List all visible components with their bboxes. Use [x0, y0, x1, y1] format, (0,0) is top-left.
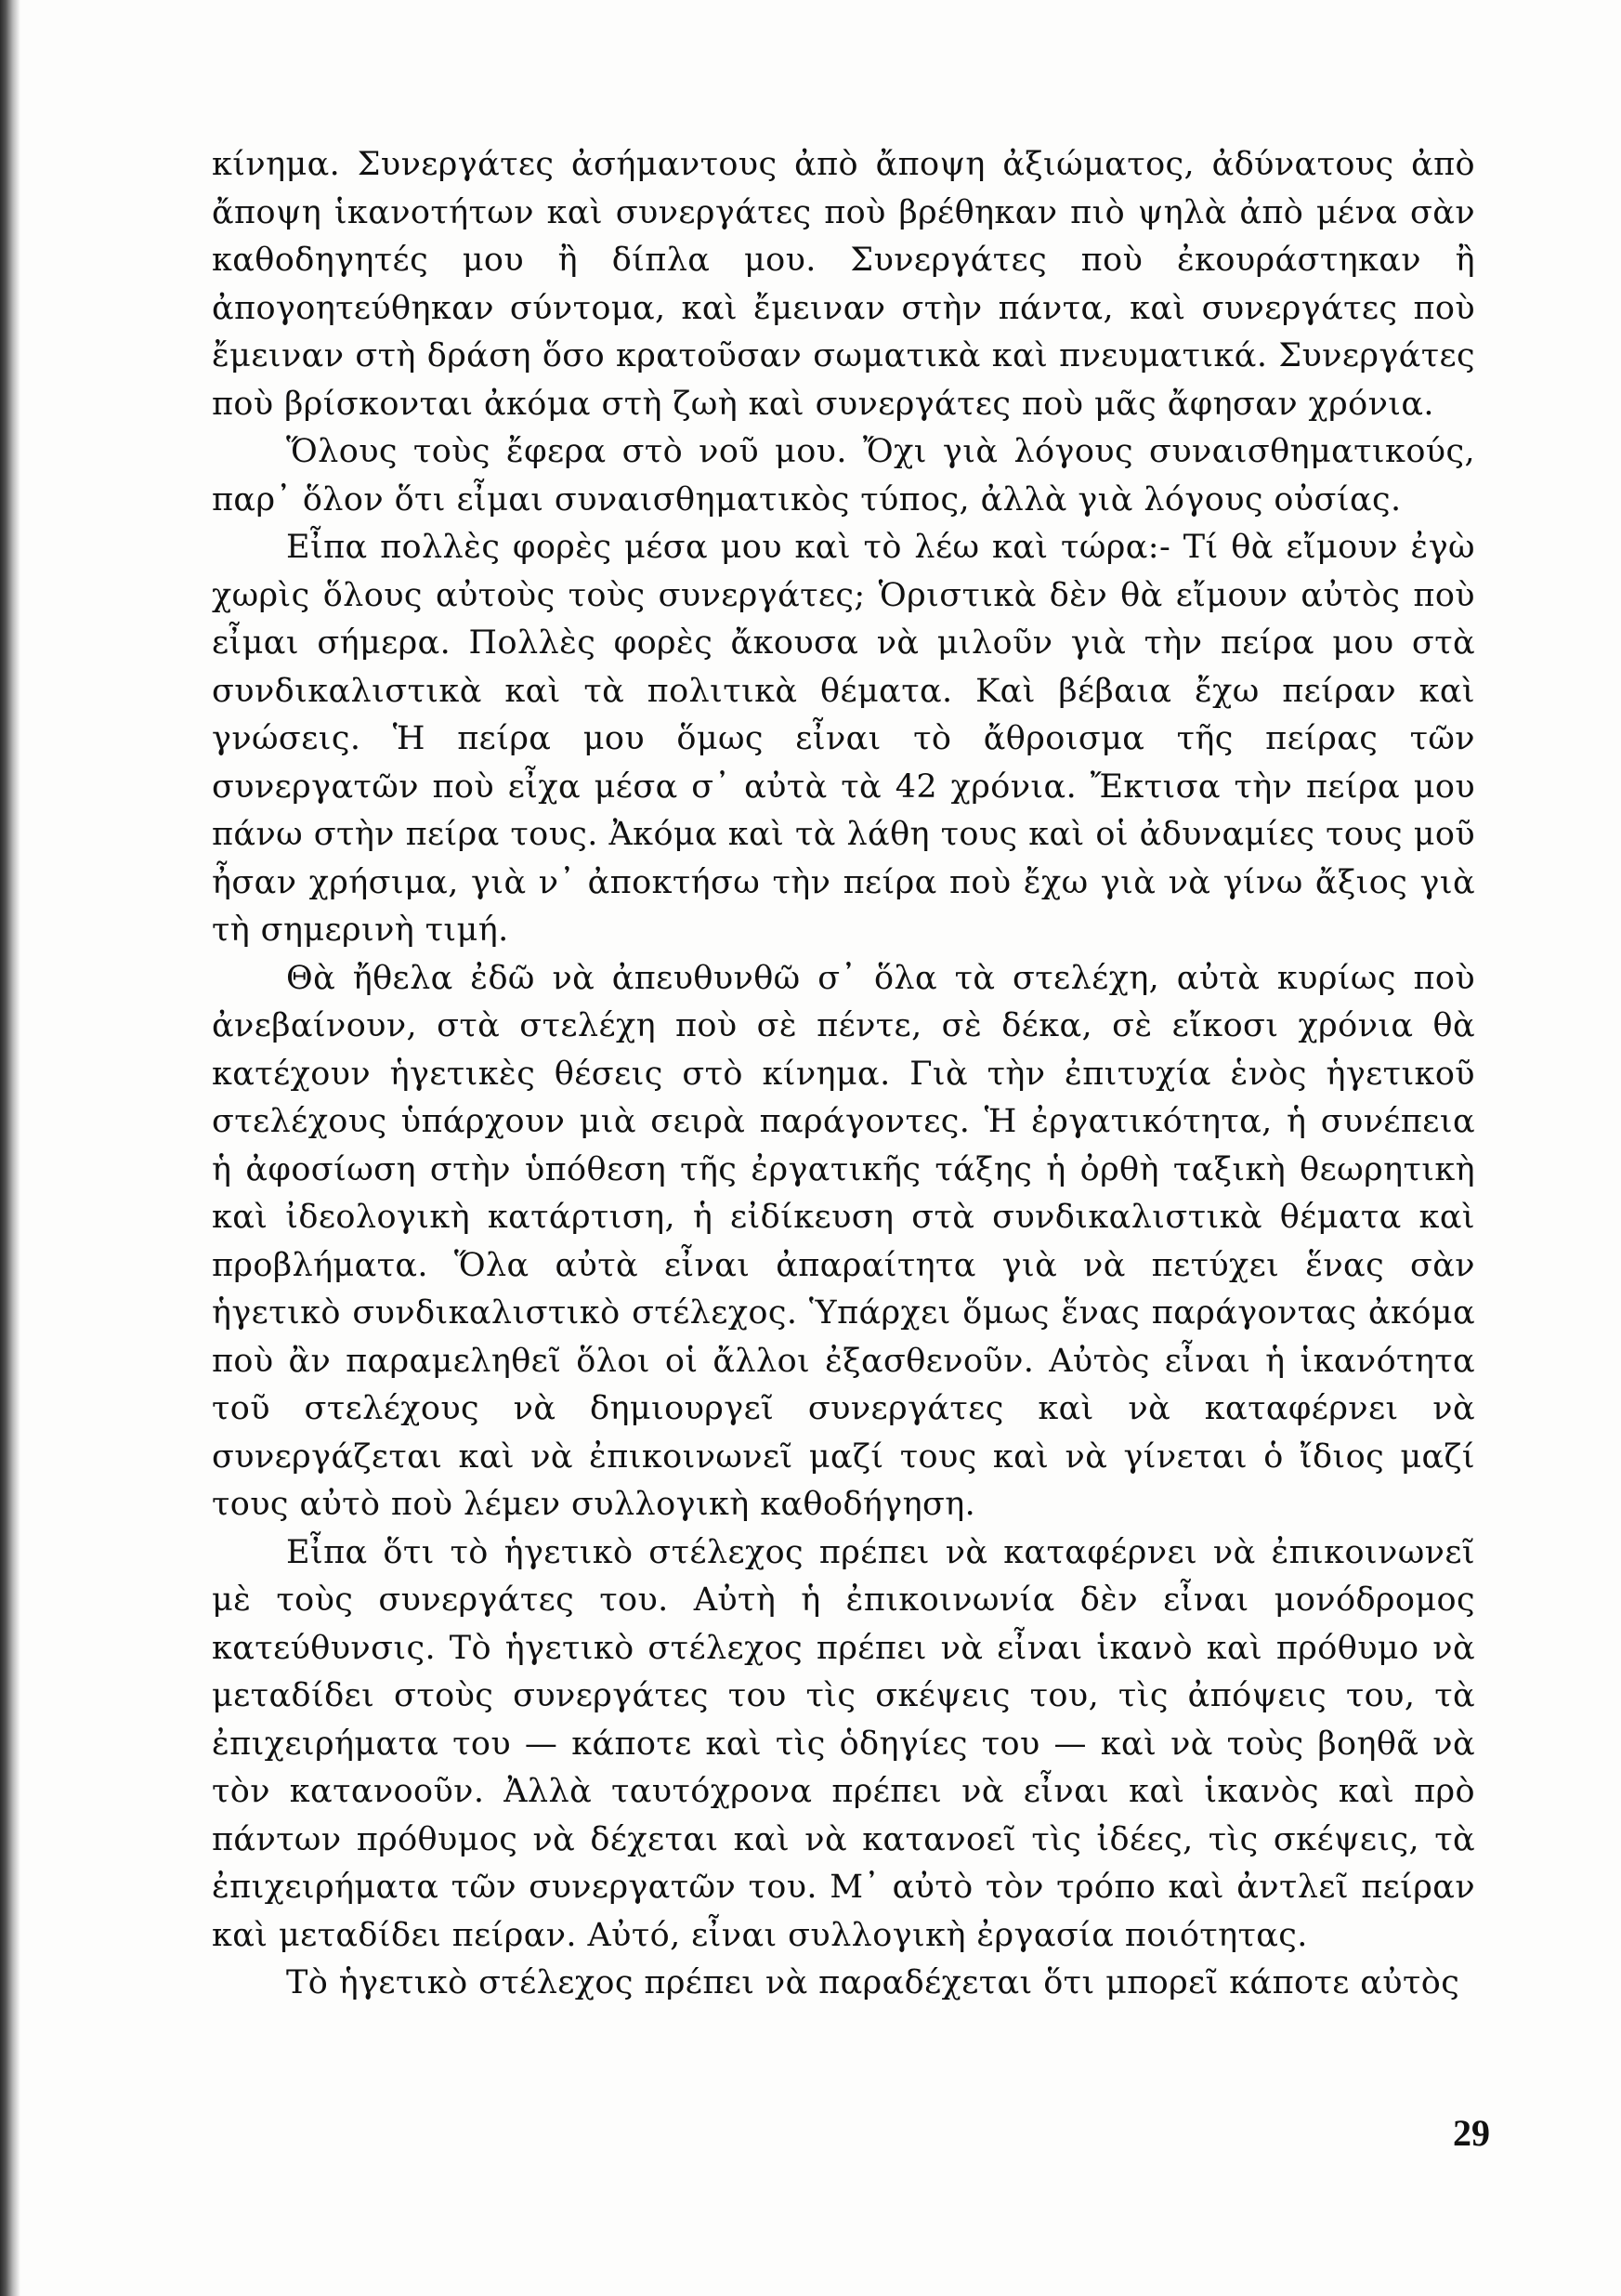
binding-edge-shadow: [0, 0, 20, 2296]
paragraph-6: Τὸ ἡγετικὸ στέλεχος πρέπει νὰ παραδέχεται ὅτι μπορεῖ κάποτε αὐτὸς: [286, 1964, 1460, 2001]
paragraph-1: κίνημα. Συνεργάτες ἀσήμαντους ἀπὸ ἄποψη ἀξιώματος, ἀδύνατους ἀπὸ ἄποψη ἱκανοτήτων καὶ συνεργάτες ποὺ βρέθηκαν πιὸ ψηλὰ ἀπὸ μένα σὰν καθοδηγητές μου ἢ δίπλα μου. Συνεργάτες ποὺ ἐκουράστηκαν ἢ ἀπογοητεύθηκαν σύντομα, καὶ ἔμειναν στὴν πάντα, καὶ συνεργάτες ποὺ ἔμειναν στὴ δράση ὅσο κρατοῦσαν σωματικὰ καὶ πνευματικά. Συνεργάτες ποὺ βρίσκονται ἀκόμα στὴ ζωὴ καὶ συνεργάτες ποὺ μᾶς ἄφησαν χρόνια.: [212, 146, 1475, 423]
page-number: 29: [1453, 2112, 1490, 2154]
paragraph-5: Εἶπα ὅτι τὸ ἡγετικὸ στέλεχος πρέπει νὰ καταφέρνει νὰ ἐπικοινωνεῖ μὲ τοὺς συνεργάτες του. Αὐτὴ ἡ ἐπικοινωνία δὲν εἶναι μονόδρομος κατεύθυνσις. Τὸ ἡγετικὸ στέλεχος πρέπει νὰ εἶναι ἱκανὸ καὶ πρόθυμο νὰ μεταδίδει στοὺς συνεργάτες του τὶς σκέψεις του, τὶς ἀπόψεις του, τὰ ἐπιχειρήματα του — κάποτε καὶ τὶς ὁδηγίες του — καὶ νὰ τοὺς βοηθᾶ νὰ τὸν κατανοοῦν. Ἀλλὰ ταυτόχρονα πρέπει νὰ εἶναι καὶ ἱκανὸς καὶ πρὸ πάντων πρόθυμος νὰ δέχεται καὶ νὰ κατανοεῖ τὶς ἰδέες, τὶς σκέψεις, τὰ ἐπιχειρήματα τῶν συνεργατῶν του. Μ᾽ αὐτὸ τὸν τρόπο καὶ ἀντλεῖ πείραν καὶ μεταδίδει πείραν. Αὐτό, εἶναι συλλογικὴ ἐργασία ποιότητας.: [212, 1533, 1475, 1954]
paragraph-2: Ὅλους τοὺς ἔφερα στὸ νοῦ μου. Ὄχι γιὰ λόγους συναισθηματικούς, παρ᾽ ὅλον ὅτι εἶμαι συναισθηματικὸς τύπος, ἀλλὰ γιὰ λόγους οὐσίας.: [212, 433, 1475, 518]
paragraph-4: Θὰ ἤθελα ἐδῶ νὰ ἀπευθυνθῶ σ᾽ ὅλα τὰ στελέχη, αὐτὰ κυρίως ποὺ ἀνεβαίνουν, στὰ στελέχη ποὺ σὲ πέντε, σὲ δέκα, σὲ εἴκοσι χρόνια θὰ κατέχουν ἡγετικὲς θέσεις στὸ κίνημα. Γιὰ τὴν ἐπιτυχία ἑνὸς ἡγετικοῦ στελέχους ὑπάρχουν μιὰ σειρὰ παράγοντες. Ἡ ἐργατικότητα, ἡ συνέπεια ἡ ἀφοσίωση στὴν ὑπόθεση τῆς ἐργατικῆς τάξης ἡ ὀρθὴ ταξικὴ θεωρητικὴ καὶ ἰδεολογικὴ κατάρτιση, ἡ εἰδίκευση στὰ συνδικαλιστικὰ θέματα καὶ προβλήματα. Ὅλα αὐτὰ εἶναι ἀπαραίτητα γιὰ νὰ πετύχει ἕνας σὰν ἡγετικὸ συνδικαλιστικὸ στέλεχος. Ὑπάρχει ὅμως ἕνας παράγοντας ἀκόμα ποὺ ἂν παραμεληθεῖ ὅλοι οἱ ἄλλοι ἐξασθενοῦν. Αὐτὸς εἶναι ἡ ἱκανότητα τοῦ στελέχους νὰ δημιουργεῖ συνεργάτες καὶ νὰ καταφέρνει νὰ συνεργάζεται καὶ νὰ ἐπικοινωνεῖ μαζί τους καὶ νὰ γίνεται ὁ ἴδιος μαζί τους αὐτὸ ποὺ λέμεν συλλογικὴ καθοδήγηση.: [212, 959, 1475, 1523]
body-text: [212, 141, 1475, 2008]
paragraph-3: Εἶπα πολλὲς φορὲς μέσα μου καὶ τὸ λέω καὶ τώρα:- Τί θὰ εἴμουν ἐγὼ χωρὶς ὅλους αὐτοὺς τοὺς συνεργάτες; Ὁριστικὰ δὲν θὰ εἴμουν αὐτὸς ποὺ εἶμαι σήμερα. Πολλὲς φορὲς ἄκουσα νὰ μιλοῦν γιὰ τὴν πείρα μου στὰ συνδικαλιστικὰ καὶ τὰ πολιτικὰ θέματα. Καὶ βέβαια ἔχω πείραν καὶ γνώσεις. Ἡ πείρα μου ὅμως εἶναι τὸ ἄθροισμα τῆς πείρας τῶν συνεργατῶν ποὺ εἶχα μέσα σ᾽ αὐτὰ τὰ 42 χρόνια. Ἔκτισα τὴν πείρα μου πάνω στὴν πείρα τους. Ἀκόμα καὶ τὰ λάθη τους καὶ οἱ ἀδυναμίες τους μοῦ ἦσαν χρήσιμα, γιὰ ν᾽ ἀποκτήσω τὴν πείρα ποὺ ἔχω γιὰ νὰ γίνω ἄξιος γιὰ τὴ σημερινὴ τιμή.: [212, 529, 1475, 949]
